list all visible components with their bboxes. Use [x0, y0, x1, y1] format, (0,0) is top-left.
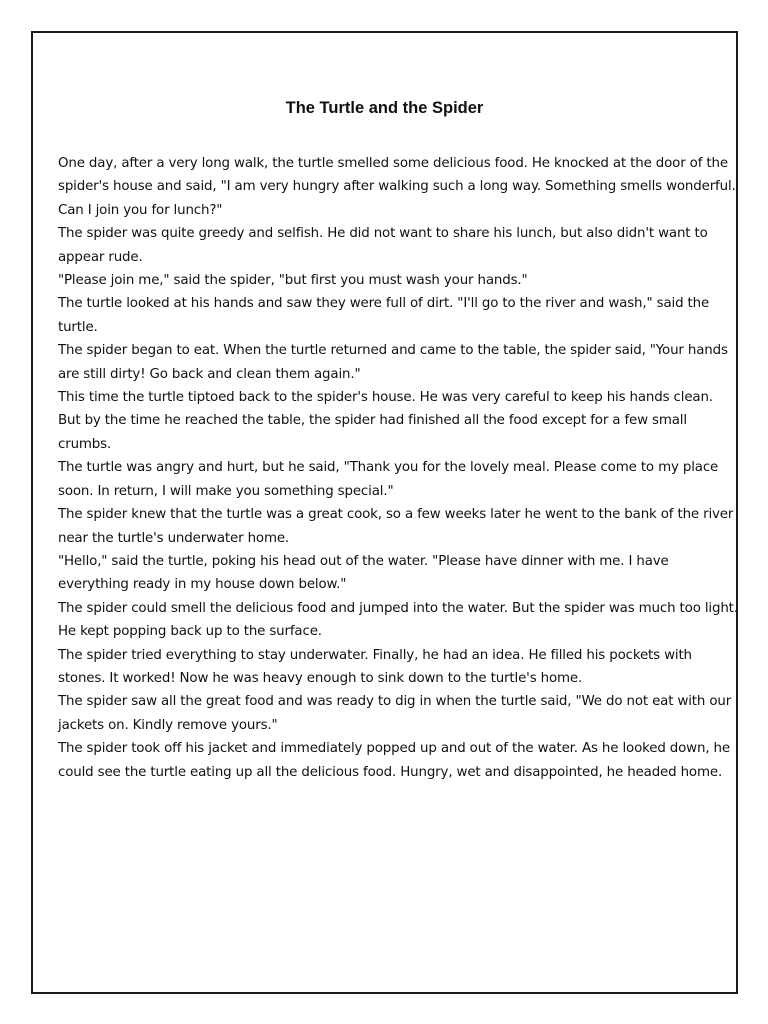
story-paragraph: "Please join me," said the spider, "but first you must wash your hands." [58, 273, 528, 289]
story-paragraph: The spider knew that the turtle was a great cook, so a few weeks later he went to the bank of the river near the turtle's underwater home. [58, 507, 734, 546]
story-paragraph: This time the turtle tiptoed back to the spider's house. He was very careful to keep his hands clean. But by the time he reached the table, the spider had finished all the food except for a few small crumbs. [58, 390, 713, 452]
story-paragraph: "Hello," said the turtle, poking his head out of the water. "Please have dinner with me. I have everything ready in my house down below." [58, 553, 669, 593]
story-paragraph: The turtle looked at his hands and saw they were full of dirt. "I'll go to the river and wash," said the turtle. [58, 296, 710, 335]
story-paragraph: The spider could smell the delicious food and jumped into the water. But the spider was much too light. He kept popping back up to the surface. [58, 600, 738, 640]
story-paragraph: The spider was quite greedy and selfish. He did not want to share his lunch, but also didn't want to appear rude. [58, 226, 708, 265]
story-paragraph: The spider tried everything to stay underwater. Finally, he had an idea. He filled his pockets with stones. It worked! Now he was heavy enough to sink down to the turtle's home. [58, 647, 692, 686]
story-paragraph: The turtle was angry and hurt, but he said, "Thank you for the lovely meal. Please come to my place soon. In return, I will make you something special." [58, 460, 719, 499]
story-paragraph: The spider took off his jacket and immediately popped up and out of the water. As he looked down, he could see the turtle eating up all the delicious food. Hungry, wet and disappointed, he headed home. [58, 741, 730, 780]
story-paragraph: The spider began to eat. When the turtle returned and came to the table, the spider said, "Your hands are still dirty! Go back and clean them again." [58, 343, 728, 382]
story-paragraph: One day, after a very long walk, the turtle smelled some delicious food. He knocked at the door of the spider's house and said, "I am very hungry after walking such a long way. Something smells wonderful. Can I join you for lunch?" [58, 156, 736, 218]
document-title: The Turtle and the Spider [285, 99, 484, 117]
story-paragraph: The spider saw all the great food and was ready to dig in when the turtle said, "We do not eat with our jackets on. Kindly remove yours." [58, 694, 732, 733]
document-page [31, 31, 738, 994]
story-body [58, 152, 738, 784]
